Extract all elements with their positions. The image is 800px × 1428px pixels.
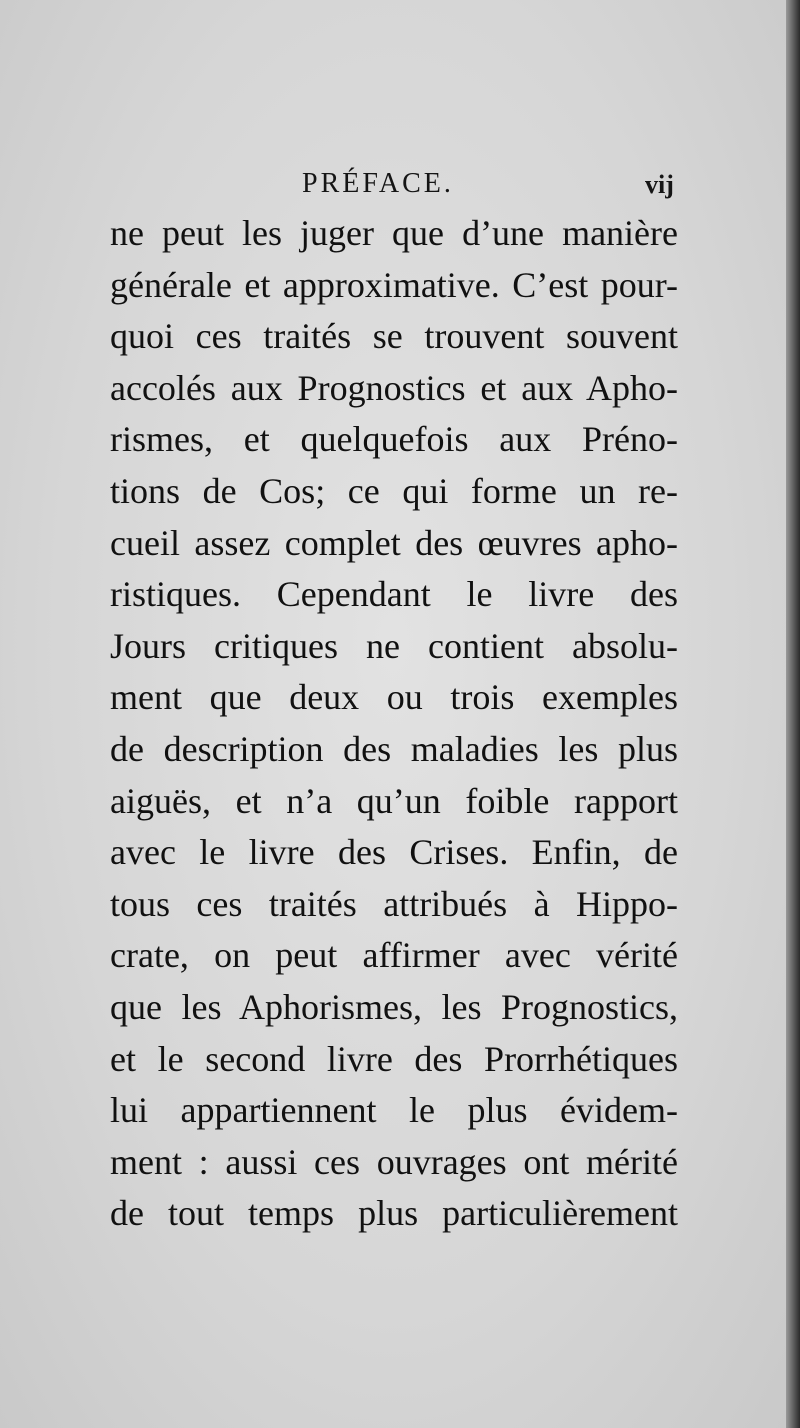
- body-text: [110, 208, 678, 1240]
- text-line: cueil assez complet des œuvres apho-: [110, 522, 678, 563]
- running-title: PRÉFACE.: [302, 168, 454, 199]
- text-line: quoi ces traités se trouvent souvent: [110, 316, 678, 357]
- text-line: aiguës, et n’a qu’un foible rapport: [110, 780, 678, 821]
- text-line: générale et approximative. C’est pour-: [110, 264, 678, 305]
- text-line: avec le livre des Crises. Enfin, de: [110, 832, 678, 873]
- text-line: ment que deux ou trois exemples: [110, 677, 678, 718]
- text-line: lui appartiennent le plus évidem-: [110, 1090, 678, 1131]
- text-line: ne peut les juger que d’une manière: [110, 213, 678, 253]
- text-line: ment : aussi ces ouvrages ont mérité: [110, 1141, 678, 1182]
- text-line: de description des maladies les plus: [110, 728, 678, 769]
- text-line: rismes, et quelquefois aux Préno-: [110, 419, 678, 460]
- text-line: de tout temps plus particulièrement: [110, 1193, 678, 1234]
- running-head: [0, 168, 786, 208]
- text-line: accolés aux Prognostics et aux Apho-: [110, 367, 678, 408]
- text-line: crate, on peut affirmer avec vérité: [110, 935, 678, 976]
- text-line: et le second livre des Prorrhétiques: [110, 1038, 678, 1079]
- text-line: tions de Cos; ce qui forme un re-: [110, 470, 678, 511]
- page-edge-shadow: [786, 0, 800, 1428]
- text-line: ristiques. Cependant le livre des: [110, 574, 678, 615]
- text-line: Jours critiques ne contient absolu-: [110, 625, 678, 666]
- page-number: vij: [645, 170, 674, 199]
- text-line: que les Aphorismes, les Prognostics,: [110, 986, 678, 1027]
- text-line: tous ces traités attribués à Hippo-: [110, 883, 678, 924]
